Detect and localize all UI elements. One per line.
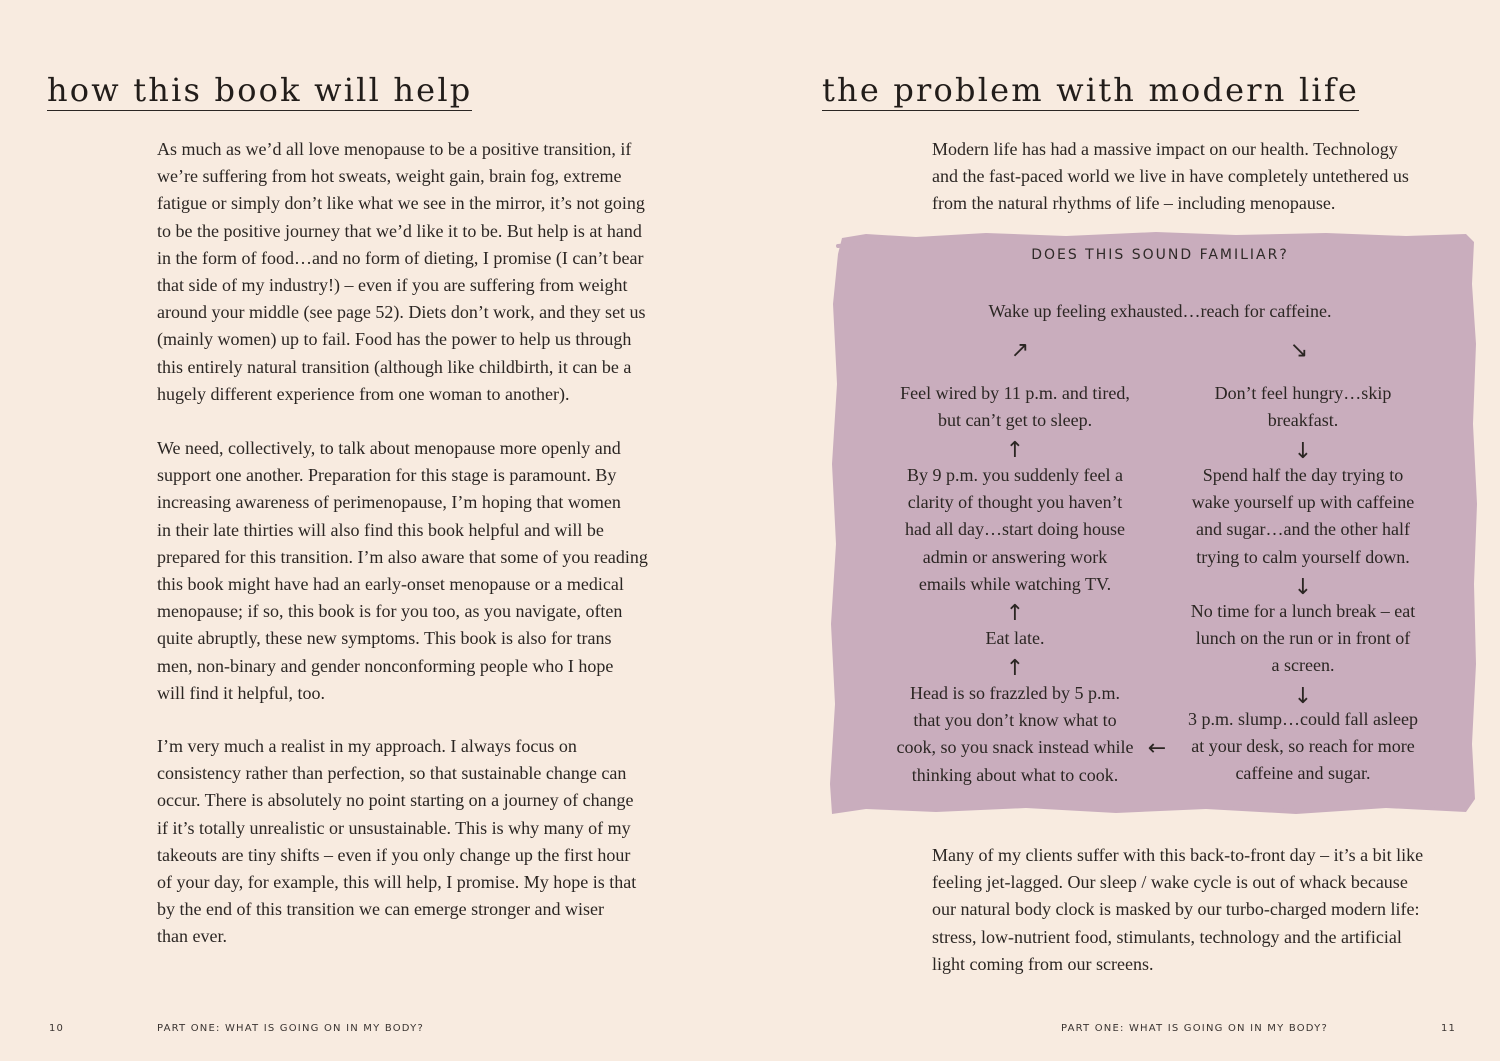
text-line: a screen. [1271,655,1335,676]
text-line: caffeine and sugar. [1235,763,1371,784]
text-line: that you don’t know what to [913,710,1117,731]
text-line: Feel wired by 11 p.m. and tired, [900,383,1130,403]
text-line: by the end of this transition we can emerge stronger and wiser [157,899,605,920]
left-running-footer: PART ONE: WHAT IS GOING ON IN MY BODY? [157,1023,424,1034]
text-line: Modern life has had a massive impact on our health. Technology [932,139,1398,159]
text-line: support one another. Preparation for this stage is paramount. By [157,465,617,486]
text-line: quite abruptly, these new symptoms. This book is also for trans [157,628,612,649]
text-line: occur. There is absolutely no point starting on a journey of change [157,790,634,811]
text-line: We need, collectively, to talk about menopause more openly and [157,438,621,458]
right-page-heading: the problem with modern life [822,71,1360,109]
text-line: from the natural rhythms of life – including menopause. [932,193,1336,214]
text-line: increasing awareness of perimenopause, I’m hoping that women [157,492,621,513]
text-line: this entirely natural transition (although like childbirth, it can be a [157,356,632,377]
text-line: Head is so frazzled by 5 p.m. [910,683,1120,703]
text-line: No time for a lunch break – eat [1190,601,1416,621]
callout-title: DOES THIS SOUND FAMILIAR? [1031,247,1289,263]
text-line: cook, so you snack instead while [896,737,1134,758]
right-intro-paragraph [932,136,1409,218]
text-line: breakfast. [1267,410,1339,431]
text-line: Eat late. [985,628,1045,648]
cycle-step-eat-late [875,625,1155,652]
cycle-step-caffeine-sugar [1168,462,1438,571]
text-line: and sugar…and the other half [1196,519,1410,540]
arrow-down-icon: ↓ [1293,684,1313,709]
text-line: in their late thirties will also find this book helpful and will be [157,519,604,540]
left-page-heading: how this book will help [47,71,473,109]
text-line: this book might have had an early-onset menopause or a medical [157,574,624,595]
text-line: at your desk, so reach for more [1191,736,1415,757]
text-line: prepared for this transition. I’m also aware that some of you reading [157,546,648,567]
text-line: emails while watching TV. [918,573,1112,594]
text-line: light coming from our screens. [932,953,1154,974]
text-line: trying to calm yourself down. [1196,546,1410,567]
text-line: I’m very much a realist in my approach. I always focus on [157,736,577,756]
text-line: fatigue or simply don’t like what we see in the mirror, it’s not going [157,193,645,214]
text-line: will find it helpful, too. [157,682,325,703]
text-line: than ever. [157,926,227,947]
text-line: men, non-binary and gender nonconforming people who I hope [157,655,614,676]
arrow-down-icon: ↓ [1293,439,1313,464]
cycle-step-3pm-slump [1168,706,1438,788]
text-line: lunch on the run or in front of [1195,628,1411,649]
text-line: admin or answering work [922,546,1108,567]
text-line: hugely different experience from one woman to another). [157,383,570,404]
arrow-left-icon: ← [1147,736,1167,761]
text-line: we’re suffering from hot sweats, weight gain, brain fog, extreme [157,166,622,187]
text-line: clarity of thought you haven’t [907,492,1123,513]
arrow-down-right-icon: ↘ [1289,338,1309,363]
right-page-number: 11 [1441,1023,1457,1034]
text-line: if it’s totally unrealistic or unsustainable. This is why many of my [157,817,631,838]
text-line: but can’t get to sleep. [937,410,1093,431]
left-paragraph-2 [157,435,648,707]
text-line: to be the positive journey that we’d like it to be. But help is at hand [157,220,642,241]
right-running-footer: PART ONE: WHAT IS GOING ON IN MY BODY? [1061,1023,1328,1034]
cycle-step-lunch [1168,598,1438,680]
text-line: in the form of food…and no form of dieting, I promise (I can’t bear [157,247,644,268]
text-line: Don’t feel hungry…skip [1214,383,1392,403]
cycle-step-wake [960,298,1360,325]
text-line: wake yourself up with caffeine [1191,492,1415,513]
arrow-up-icon: ↑ [1005,438,1025,463]
text-line: As much as we’d all love menopause to be a positive transition, if [157,139,632,159]
arrow-up-icon: ↑ [1005,601,1025,626]
text-line: 3 p.m. slump…could fall asleep [1188,709,1418,729]
text-line: By 9 p.m. you suddenly feel a [907,465,1123,485]
text-line: of your day, for example, this will help, I promise. My hope is that [157,872,637,893]
left-page-number: 10 [49,1023,65,1034]
right-outro-paragraph [932,842,1423,978]
text-line: Many of my clients suffer with this back-to-front day – it’s a bit like [932,845,1424,865]
text-line: and the fast-paced world we live in have completely untethered us [932,166,1409,187]
arrow-up-icon: ↑ [1005,656,1025,681]
text-line: takeouts are tiny shifts – even if you only change up the first hour [157,844,631,865]
text-line: our natural body clock is masked by our turbo-charged modern life: [932,899,1420,920]
text-line: Spend half the day trying to [1202,465,1404,485]
text-line: feeling jet-lagged. Our sleep / wake cycle is out of whack because [932,872,1408,893]
arrow-down-icon: ↓ [1293,575,1313,600]
cycle-step-11pm-wired [875,380,1155,434]
left-paragraph-1 [157,136,646,408]
left-paragraph-3 [157,733,636,951]
text-line: around your middle (see page 52). Diets don’t work, and they set us [157,302,646,323]
text-line: stress, low-nutrient food, stimulants, technology and the artificial [932,926,1402,947]
arrow-up-right-icon: ↗ [1010,338,1030,363]
cycle-step-frazzled [875,680,1155,789]
text-line: (mainly women) up to fail. Food has the power to help us through [157,329,632,350]
cycle-step-9pm-clarity [875,462,1155,598]
text-line: had all day…start doing house [905,519,1125,540]
text-line: consistency rather than perfection, so that sustainable change can [157,763,627,784]
cycle-step-skip-breakfast [1168,380,1438,434]
text-line: Wake up feeling exhausted…reach for caffeine. [988,301,1332,321]
text-line: thinking about what to cook. [911,764,1119,785]
text-line: menopause; if so, this book is for you too, as you navigate, often [157,601,623,622]
text-line: that side of my industry!) – even if you are suffering from weight [157,275,628,296]
